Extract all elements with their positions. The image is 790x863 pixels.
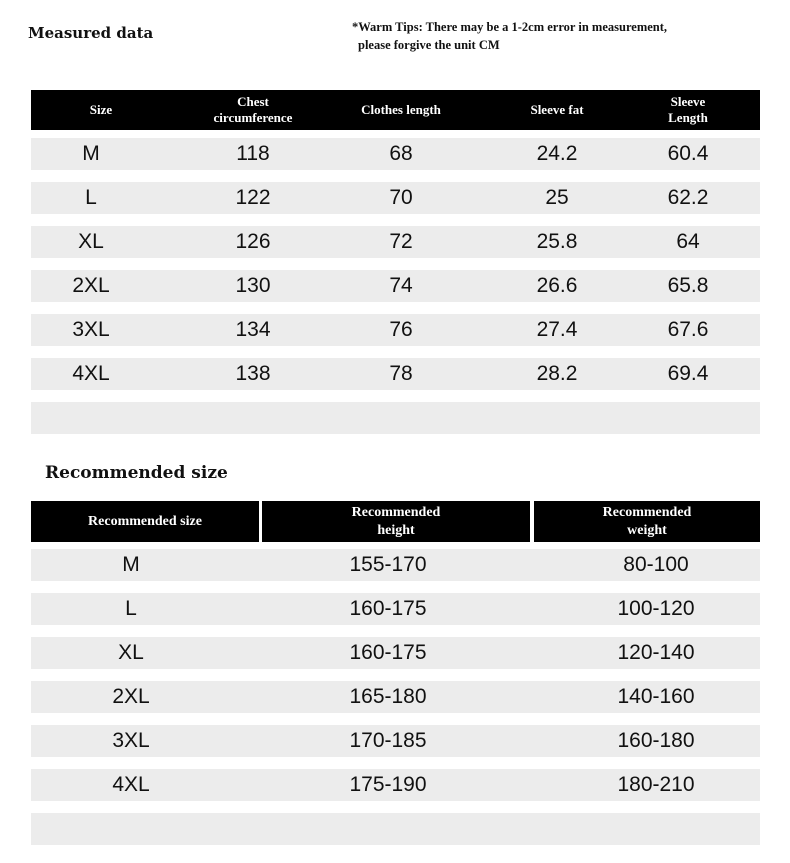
table-cell: 2XL	[72, 274, 110, 297]
table-cell: L	[85, 186, 97, 209]
table-cell: 65.8	[667, 274, 709, 297]
table-cell: 80-100	[623, 553, 689, 576]
table-cell: 160-175	[349, 597, 427, 620]
table-cell: 3XL	[112, 729, 150, 752]
measured-data-title: Measured data	[28, 24, 154, 42]
empty-row	[31, 402, 760, 434]
empty-row	[31, 813, 760, 845]
table-cell: 24.2	[536, 142, 578, 165]
table-cell: 160-175	[349, 641, 427, 664]
table-cell: 4XL	[72, 362, 110, 385]
table-cell: 175-190	[349, 773, 427, 796]
header-sleeve-fat: Sleeve fat	[530, 102, 584, 117]
table-cell: 64	[676, 230, 700, 253]
table-cell: M	[82, 142, 100, 165]
table-cell: 140-160	[617, 685, 695, 708]
table-cell: 76	[389, 318, 413, 341]
table-cell: 78	[389, 362, 413, 385]
table-row	[31, 593, 760, 625]
table-cell: 160-180	[617, 729, 695, 752]
header-clothes-length: Clothes length	[361, 102, 441, 117]
table-cell: 130	[235, 274, 271, 297]
table-cell: 25	[545, 186, 569, 209]
tips-line-2: please forgive the unit CM	[358, 38, 500, 52]
table-cell: M	[122, 553, 140, 576]
table-cell: 134	[235, 318, 271, 341]
table-row	[31, 270, 760, 302]
table-row	[31, 226, 760, 258]
table-cell: 138	[235, 362, 271, 385]
warm-tips	[352, 18, 667, 54]
table-cell: XL	[78, 230, 104, 253]
table-cell: 180-210	[617, 773, 695, 796]
table-cell: XL	[118, 641, 144, 664]
table-row	[31, 314, 760, 346]
recommended-size-title: Recommended size	[45, 463, 228, 483]
table-cell: 72	[389, 230, 413, 253]
header-recommended-height	[262, 501, 530, 542]
table-cell: 122	[235, 186, 271, 209]
table-cell: 60.4	[667, 142, 709, 165]
table-row	[31, 138, 760, 170]
header-recommended-size: Recommended size	[31, 501, 259, 542]
header-height-text: Recommended height	[351, 504, 441, 538]
table-cell: 100-120	[617, 597, 695, 620]
table-cell: 2XL	[112, 685, 150, 708]
table-cell: 67.6	[667, 318, 709, 341]
table-row	[31, 358, 760, 390]
header-sleeve-length: Sleeve Length	[668, 94, 708, 125]
table-cell: 120-140	[617, 641, 695, 664]
header-weight-text: Recommended weight	[602, 504, 692, 538]
table-cell: 118	[236, 142, 270, 165]
header-chest: Chest circumference	[213, 94, 293, 125]
table-row	[31, 769, 760, 801]
header-recommended-weight	[534, 501, 760, 542]
table-cell: 69.4	[667, 362, 709, 385]
header-size: Size	[89, 102, 113, 117]
table-row	[31, 182, 760, 214]
table-cell: 27.4	[536, 318, 578, 341]
table-row	[31, 725, 760, 757]
table-cell: 3XL	[72, 318, 110, 341]
table-cell: 74	[389, 274, 413, 297]
table-cell: 25.8	[536, 230, 578, 253]
table-cell: 155-170	[349, 553, 427, 576]
table-row	[31, 637, 760, 669]
table-cell: 170-185	[349, 729, 427, 752]
table-cell: L	[125, 597, 137, 620]
table-cell: 4XL	[112, 773, 150, 796]
table-cell: 68	[389, 142, 413, 165]
tips-line-1: *Warm Tips: There may be a 1-2cm error in measurement,	[352, 20, 668, 34]
table-cell: 62.2	[667, 186, 709, 209]
table-row	[31, 681, 760, 713]
measured-table-header	[31, 90, 760, 130]
table-cell: 165-180	[349, 685, 427, 708]
table-row	[31, 549, 760, 581]
table-cell: 70	[389, 186, 413, 209]
table-cell: 26.6	[536, 274, 578, 297]
table-cell: 126	[235, 230, 271, 253]
table-cell: 28.2	[536, 362, 578, 385]
